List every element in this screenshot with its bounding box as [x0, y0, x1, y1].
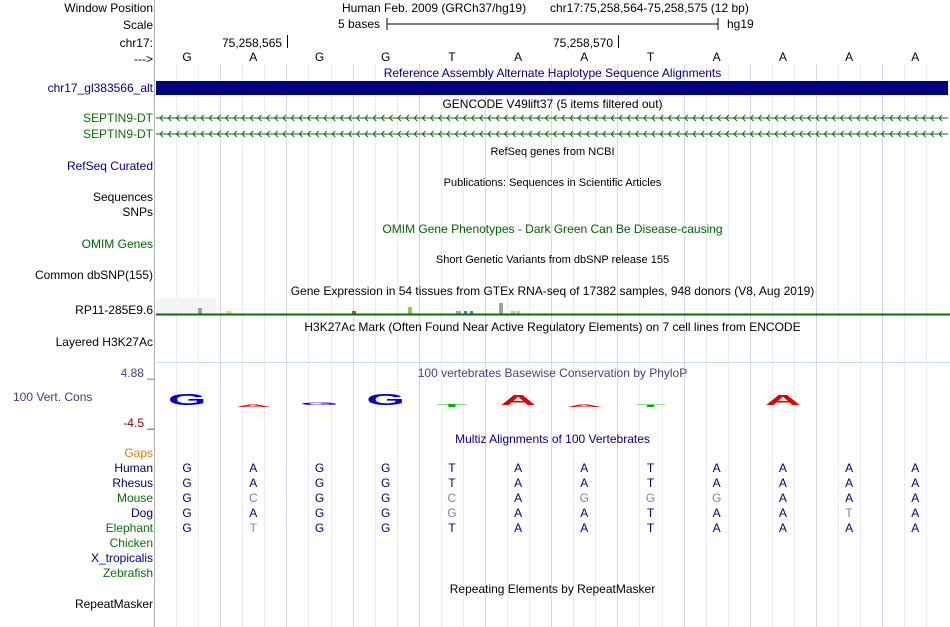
scale-db: hg19 — [727, 17, 754, 31]
snps-label[interactable]: SNPs — [122, 205, 153, 219]
aligned-base: G — [381, 476, 391, 490]
repeat-label[interactable]: RepeatMasker — [74, 597, 153, 611]
species-label[interactable]: Zebrafish — [102, 566, 153, 580]
aligned-base: T — [448, 476, 456, 490]
aligned-base: A — [514, 461, 523, 475]
alt-hap-label[interactable]: chr17_gl383566_alt — [47, 81, 153, 95]
aligned-base: A — [778, 521, 787, 535]
gtex-bar-chart[interactable] — [156, 298, 950, 318]
gencode-gene-lines[interactable] — [156, 112, 948, 142]
repeat-title[interactable]: Repeating Elements by RepeatMasker — [449, 582, 656, 596]
strand-label: ---> — [134, 52, 153, 66]
aligned-base: A — [911, 461, 920, 475]
aligned-base: T — [646, 521, 655, 535]
aligned-base: G — [314, 506, 325, 520]
phylop-glyph: A — [235, 403, 272, 408]
aligned-base: G — [381, 506, 391, 520]
aligned-base: G — [314, 521, 325, 535]
aligned-base: T — [646, 461, 655, 475]
aligned-base: A — [580, 506, 589, 520]
aligned-base: G — [314, 461, 325, 475]
phylop-glyph: T — [436, 402, 468, 409]
coord-1-tick — [287, 35, 288, 48]
species-label[interactable]: X_tropicalis — [90, 551, 153, 565]
aligned-base: G — [712, 491, 722, 505]
reference-base: A — [249, 50, 258, 64]
omim-title[interactable]: OMIM Gene Phenotypes - Dark Green Can Be Disease-causing — [382, 222, 723, 236]
refseq-label[interactable]: RefSeq Curated — [66, 159, 153, 173]
phylop-glyph: T — [635, 404, 666, 408]
species-label[interactable]: Mouse — [116, 491, 153, 505]
aligned-base: A — [249, 461, 258, 475]
scale-value: 5 bases — [338, 17, 381, 31]
multiz-title[interactable]: Multiz Alignments of 100 Vertebrates — [455, 432, 650, 446]
aligned-base: A — [845, 521, 854, 535]
reference-base: G — [182, 50, 192, 64]
aligned-base: A — [778, 506, 787, 520]
aligned-base: T — [448, 521, 456, 535]
aligned-base: T — [845, 506, 853, 520]
aligned-base: A — [514, 476, 523, 490]
aligned-base: A — [845, 461, 854, 475]
aligned-base: A — [712, 476, 721, 490]
aligned-base: A — [911, 491, 920, 505]
aligned-base: G — [381, 521, 391, 535]
aligned-base: G — [381, 461, 391, 475]
aligned-base: A — [514, 491, 523, 505]
aligned-base: T — [646, 506, 655, 520]
scale-label: Scale — [122, 18, 153, 32]
reference-base: A — [580, 50, 589, 64]
reference-base: A — [845, 50, 854, 64]
aligned-base: T — [249, 521, 257, 535]
aligned-base: A — [514, 506, 523, 520]
refseq-title[interactable]: RefSeq genes from NCBI — [490, 146, 615, 158]
aligned-base: A — [778, 461, 787, 475]
aligned-base: G — [645, 491, 656, 505]
aligned-base: G — [579, 491, 589, 505]
dbsnp-title[interactable]: Short Genetic Variants from dbSNP release 155 — [435, 254, 670, 266]
phylop-glyph: A — [500, 392, 537, 409]
phylop-glyph: G — [167, 392, 207, 409]
gtex-title[interactable]: Gene Expression in 54 tissues from GTEx RNA-seq of 17382 samples, 948 donors (V8, Aug 2019) — [290, 284, 815, 298]
aligned-base: A — [778, 491, 787, 505]
position-text[interactable]: chr17:75,258,564-75,258,575 (12 bp) — [550, 1, 749, 15]
phylop-min: -4.5 _ — [123, 416, 154, 430]
aligned-base: G — [182, 506, 192, 520]
phylop-glyph: A — [764, 392, 801, 409]
reference-base: A — [911, 50, 920, 64]
aligned-base: A — [580, 476, 589, 490]
alt-hap-title[interactable]: Reference Assembly Alternate Haplotype Sequence Alignments — [383, 66, 722, 80]
reference-base: A — [712, 50, 721, 64]
window-position-label: Window Position — [64, 1, 153, 15]
aligned-base: A — [580, 461, 589, 475]
reference-base: T — [646, 50, 655, 64]
gaps-label[interactable]: Gaps — [124, 446, 153, 460]
aligned-base: G — [447, 506, 457, 520]
reference-base: A — [514, 50, 523, 64]
phylop-logo[interactable] — [156, 392, 950, 412]
reference-base: G — [314, 50, 325, 64]
label-divider — [154, 0, 155, 627]
aligned-base: A — [845, 476, 854, 490]
aligned-base: C — [248, 491, 258, 505]
aligned-base: A — [712, 461, 721, 475]
phylop-glyph: G — [300, 401, 339, 406]
species-label[interactable]: Dog — [130, 506, 153, 520]
phylop-max: 4.88 _ — [120, 366, 154, 380]
aligned-base: G — [314, 476, 325, 490]
aligned-base: A — [911, 476, 920, 490]
gencode-item-label-2[interactable]: SEPTIN9-DT — [82, 127, 153, 141]
coord-2-tick — [618, 35, 619, 48]
gencode-item-label-1[interactable]: SEPTIN9-DT — [82, 111, 153, 125]
aligned-base: T — [448, 461, 456, 475]
h3k27ac-title[interactable]: H3K27Ac Mark (Often Found Near Active Regulatory Elements) on 7 cell lines from ENCODE — [304, 320, 801, 334]
coord-2: 75,258,570 — [553, 36, 614, 50]
pubs-title[interactable]: Publications: Sequences in Scientific Articles — [443, 177, 662, 189]
gtex-label[interactable]: RP11-285E9.6 — [75, 303, 153, 317]
coord-1: 75,258,565 — [222, 36, 283, 50]
phylop-title[interactable]: 100 vertebrates Basewise Conservation by PhyloP — [417, 366, 688, 380]
h3k27ac-baseline — [156, 362, 950, 363]
reference-base: A — [778, 50, 787, 64]
sequences-label[interactable]: Sequences — [92, 190, 153, 204]
aligned-base: A — [911, 521, 920, 535]
gencode-title[interactable]: GENCODE V49lift37 (5 items filtered out) — [442, 97, 663, 111]
reference-base: T — [448, 50, 456, 64]
aligned-base: G — [182, 491, 192, 505]
omim-label[interactable]: OMIM Genes — [81, 237, 153, 251]
aligned-base: A — [712, 506, 721, 520]
species-label[interactable]: Chicken — [109, 536, 153, 550]
phylop-glyph: A — [566, 403, 603, 408]
chrom-label: chr17: — [119, 36, 153, 50]
aligned-base: G — [314, 491, 325, 505]
aligned-base: A — [514, 521, 523, 535]
species-label[interactable]: Elephant — [105, 521, 153, 535]
phylop-label[interactable]: 100 Vert. Cons — [13, 390, 93, 404]
reference-base: G — [381, 50, 391, 64]
species-label[interactable]: Human — [114, 461, 153, 475]
aligned-base: A — [249, 506, 258, 520]
h3k27ac-label[interactable]: Layered H3K27Ac — [55, 335, 153, 349]
aligned-base: A — [778, 476, 787, 490]
aligned-base: G — [182, 476, 192, 490]
aligned-base: G — [182, 461, 192, 475]
aligned-base: A — [845, 491, 854, 505]
aligned-base: A — [911, 506, 920, 520]
alt-hap-feature[interactable] — [156, 81, 948, 95]
aligned-base: A — [249, 476, 258, 490]
dbsnp-label[interactable]: Common dbSNP(155) — [34, 268, 153, 282]
aligned-base: G — [182, 521, 192, 535]
aligned-base: A — [712, 521, 721, 535]
assembly-text: Human Feb. 2009 (GRCh37/hg19) — [342, 1, 527, 15]
aligned-base: T — [646, 476, 655, 490]
aligned-base: C — [447, 491, 457, 505]
aligned-base: G — [381, 491, 391, 505]
species-label[interactable]: Rhesus — [112, 476, 153, 490]
scale-bar — [386, 17, 721, 31]
phylop-glyph: G — [366, 392, 405, 409]
aligned-base: A — [580, 521, 589, 535]
